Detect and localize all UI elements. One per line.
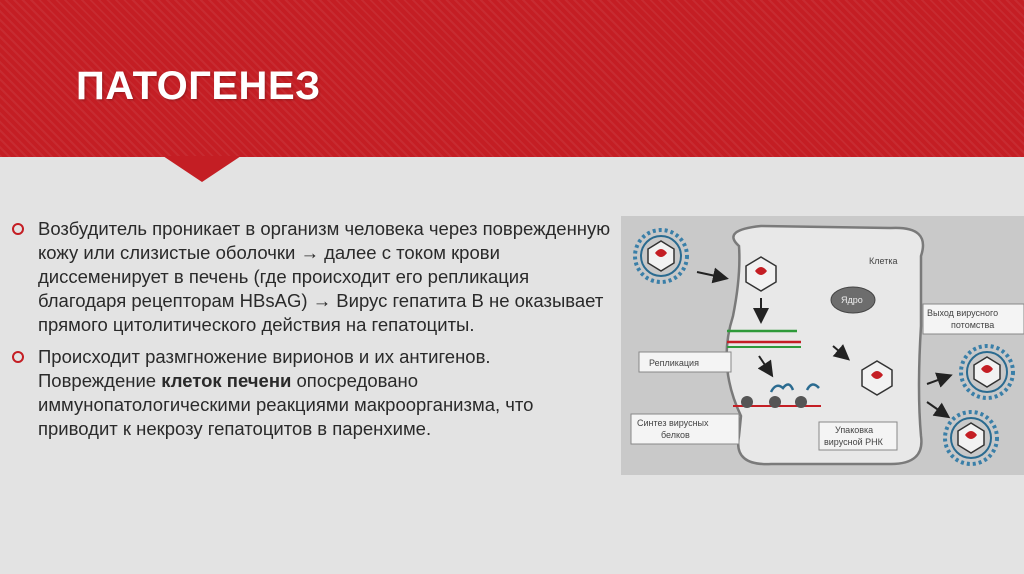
diagram-svg [621, 216, 1024, 475]
synthesis-label-line2: белков [661, 430, 690, 440]
ribosome-icon [795, 396, 807, 408]
synthesis-label-line1: Синтез вирусных [637, 418, 709, 428]
bullet-text-bold: клеток печени [161, 370, 292, 391]
exit-label-line2: потомства [951, 320, 995, 330]
bullet-text: Возбудитель проникает в организм человека через поврежденную кожу или слизистые оболочки → далее с током крови диссеменирует в печень (где происходит его репликация благодаря рецепторам HBsAG) → Вирус гепатита B не оказывает прямого цитолитического действия на гепатоциты. [38, 218, 611, 335]
hbv-lifecycle-diagram [621, 216, 1024, 475]
ribosome-icon [741, 396, 753, 408]
virus-icon-exiting [961, 346, 1013, 398]
replication-label: Репликация [649, 358, 699, 368]
packaging-label-line2: вирусной РНК [824, 437, 883, 447]
slide-title: ПАТОГЕНЕЗ [76, 64, 321, 108]
bullet-text-end: опосредовано иммунопатологическими реакциями макроорганизма, что приводит к некрозу гепатоцитов в паренхиме. [38, 370, 534, 439]
nucleus-label: Ядро [841, 295, 863, 305]
bullet-list [38, 217, 613, 449]
bullet-marker-icon [12, 351, 24, 363]
bullet-item [38, 345, 613, 441]
bullet-text-start: Происходит размгножение вирионов и их антигенов. Повреждение [38, 346, 491, 391]
exit-label-line1: Выход вирусного [927, 308, 999, 318]
bullet-item [38, 217, 613, 337]
virus-icon-entering [635, 230, 687, 282]
packaging-label-line1: Упаковка [835, 425, 874, 435]
bullet-marker-icon [12, 223, 24, 235]
virus-icon-exiting [945, 412, 997, 464]
header-notch [163, 156, 241, 182]
ribosome-icon [769, 396, 781, 408]
cell-label: Клетка [869, 256, 898, 266]
